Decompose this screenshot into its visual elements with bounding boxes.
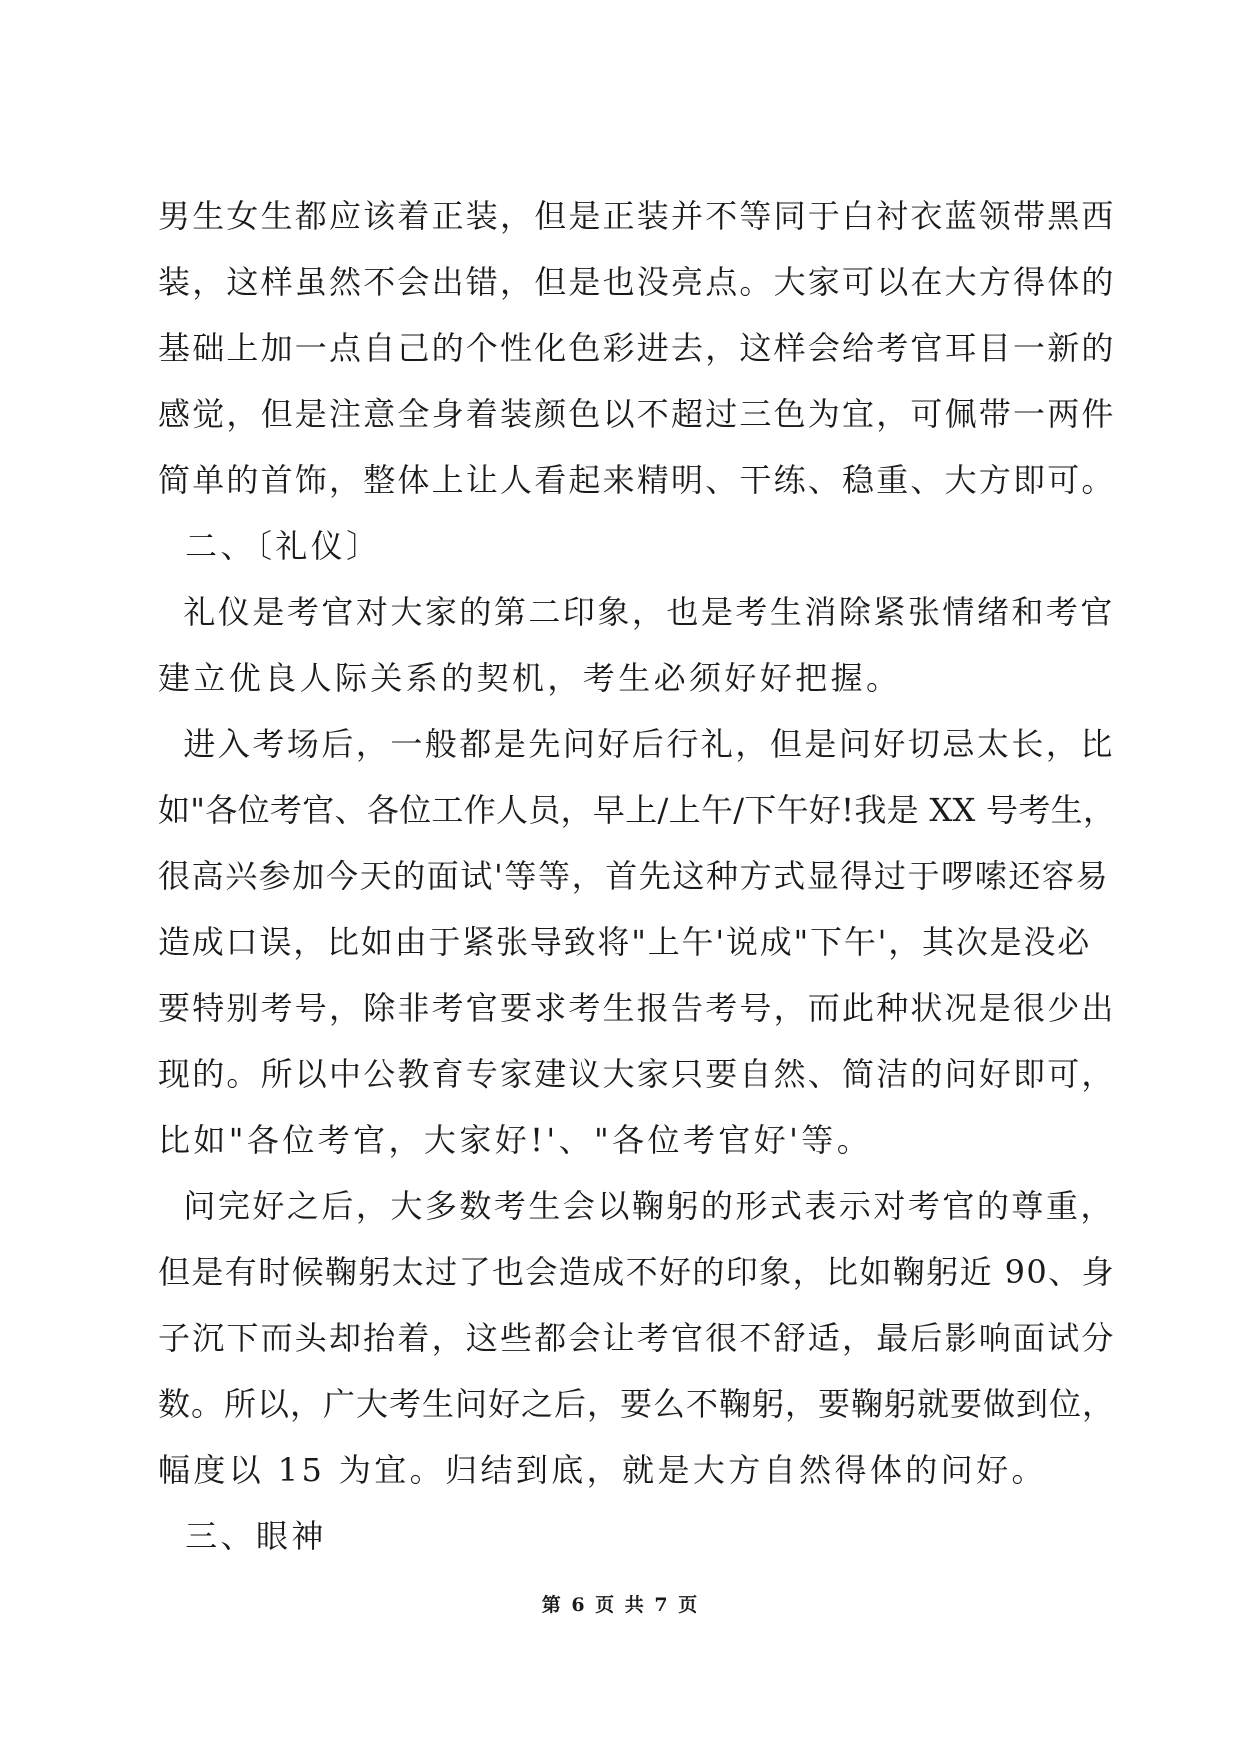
section-heading: 二、〔礼仪〕 [158, 527, 382, 565]
text-line: 造成口误，比如由于紧张导致将"上午'说成"下午'，其次是没必 [158, 923, 1092, 961]
page-footer: 第 6 页 共 7 页 [541, 1594, 700, 1616]
text-line: 礼仪是考官对大家的第二印象，也是考生消除紧张情绪和考官 [158, 593, 1115, 631]
text-line: 子沉下而头却抬着，这些都会让考官很不舒适，最后影响面试分 [158, 1319, 1116, 1357]
text-line: 问完好之后，大多数考生会以鞠躬的形式表示对考官的尊重， [158, 1187, 1115, 1225]
text-line: 简单的首饰，整体上让人看起来精明、干练、稳重、大方即可。 [158, 461, 1116, 499]
text-line: 男生女生都应该着正装，但是正装并不等同于白衬衣蓝领带黑西 [158, 197, 1116, 235]
document-body [158, 183, 1116, 1569]
section-heading: 三、眼神 [158, 1517, 327, 1555]
text-line: 很高兴参加今天的面试'等等，首先这种方式显得过于啰嗦还容易 [158, 857, 1110, 895]
text-line: 幅度以 15 为宜。归结到底，就是大方自然得体的问好。 [158, 1451, 1047, 1489]
text-line: 装，这样虽然不会出错，但是也没亮点。大家可以在大方得体的 [158, 263, 1116, 301]
text-line: 基础上加一点自己的个性化色彩进去，这样会给考官耳目一新的 [158, 329, 1116, 367]
text-line: 要特别考号，除非考官要求考生报告考号，而此种状况是很少出 [158, 989, 1116, 1027]
text-line: 现的。所以中公教育专家建议大家只要自然、简洁的问好即可， [158, 1055, 1116, 1093]
text-line: 数。所以，广大考生问好之后，要么不鞠躬，要鞠躬就要做到位， [158, 1385, 1116, 1423]
text-line: 但是有时候鞠躬太过了也会造成不好的印象，比如鞠躬近 90、身 [158, 1253, 1115, 1291]
text-line: 如"各位考官、各位工作人员，早上/上午/下午好!我是 XX 号考生， [158, 791, 1116, 829]
text-line: 比如"各位考官，大家好!'、"各位考官好'等。 [158, 1121, 873, 1159]
text-line: 感觉，但是注意全身着装颜色以不超过三色为宜，可佩带一两件 [158, 395, 1116, 433]
text-line: 进入考场后，一般都是先问好后行礼，但是问好切忌太长，比 [158, 725, 1115, 763]
text-line: 建立优良人际关系的契机，考生必须好好把握。 [158, 659, 902, 697]
